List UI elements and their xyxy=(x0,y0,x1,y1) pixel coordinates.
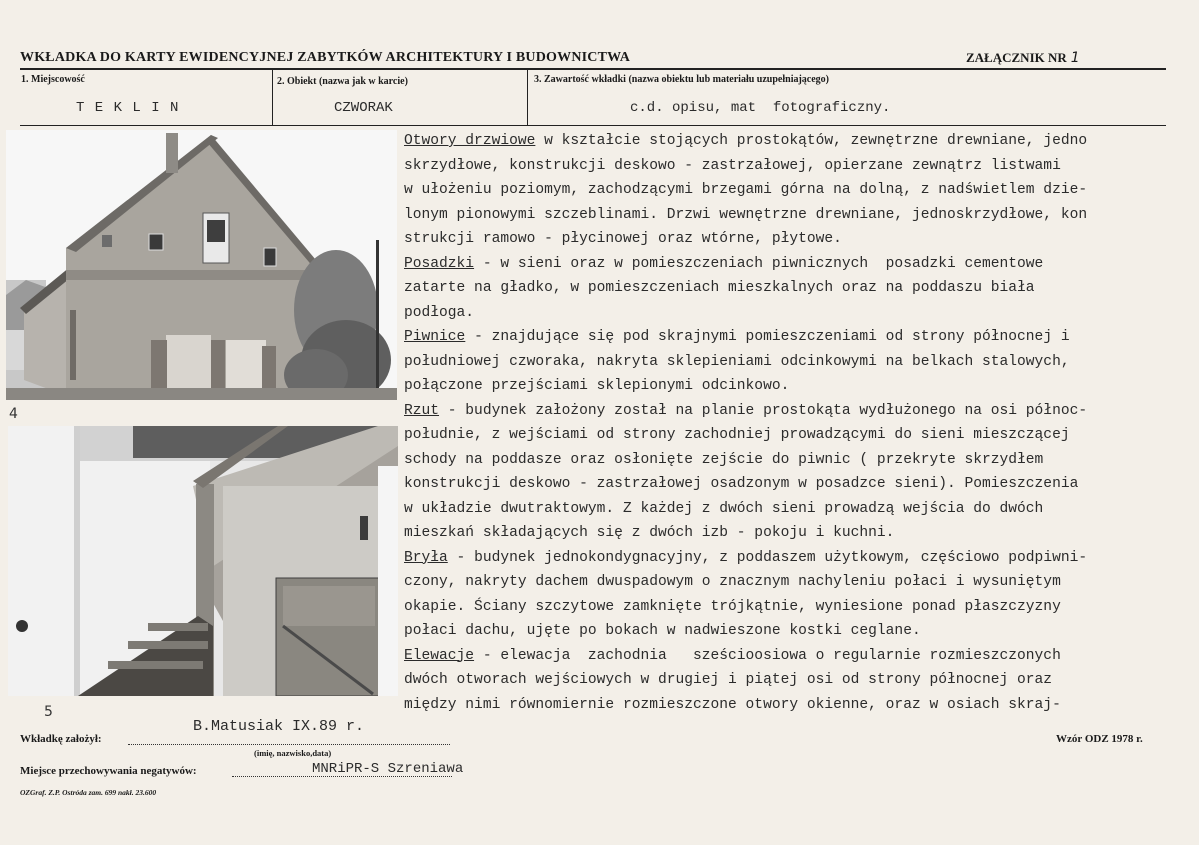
text-line: zatarte na gładko, w pomieszczeniach mieszkalnych oraz na poddaszu biała xyxy=(404,280,1035,296)
keyword-elevations: Elewacje xyxy=(404,647,475,664)
printer-imprint: OZGraf. Z.P. Ostróda zam. 699 nakł. 23.600 xyxy=(20,788,157,797)
text-line: - w sieni oraz w pomieszczeniach piwnicznych posadzki cementowe xyxy=(474,255,1044,272)
field-divider xyxy=(527,69,528,125)
object-value: CZWORAK xyxy=(334,100,393,116)
text-line: konstrukcji deskowo - zastrzałowej osadzonym w posadzce sieni). Pomieszczenia xyxy=(404,476,1079,492)
annex-label-text: ZAŁĄCZNIK NR xyxy=(966,50,1067,65)
photo1-number: 4 xyxy=(9,406,18,422)
text-line: połaci dachu, ujęte po bokach w nadwieszone kostki ceglane. xyxy=(404,623,921,639)
text-line: południowej czworaka, nakryta sklepieniami odcinkowymi na belkach stalowych, xyxy=(404,353,1070,370)
prepared-by-value: B.Matusiak IX.89 r. xyxy=(193,718,365,735)
negatives-label: Miejsce przechowywania negatywów: xyxy=(20,765,197,777)
photo-interior-staircase xyxy=(8,426,398,696)
text-line: - budynek założony został na planie prostokąta wydłużonego na osi północ- xyxy=(439,402,1088,419)
text-line: między nimi równomiernie rozmieszczone otwory okienne, oraz w osiach skraj- xyxy=(404,696,1061,713)
text-line: - znajdujące się pod skrajnymi pomieszczeniami od strony północnej i xyxy=(465,329,1070,345)
paragraph-massing xyxy=(404,550,1182,648)
text-line: mieszkań składających się z dwóch izb - pokoju i kuchni. xyxy=(404,525,895,541)
fields-rule xyxy=(20,125,1166,126)
text-line: południe, z wejściami od strony zachodniej prowadzącymi do sieni mieszczącej xyxy=(404,427,1070,443)
keyword-cellars: Piwnice xyxy=(404,329,466,345)
field-divider xyxy=(272,69,273,125)
form-model: Wzór ODZ 1978 r. xyxy=(1056,733,1143,745)
object-label: 2. Obiekt (nazwa jak w karcie) xyxy=(277,76,408,87)
text-line: w kształcie stojących prostokątów, zewnętrzne drewniane, jedno xyxy=(535,133,1088,149)
text-line: strukcji ramowo - płycinowej oraz wtórne, płytowe. xyxy=(404,231,842,247)
header-rule xyxy=(20,68,1166,70)
prepared-by-hint: (imię, nazwisko,data) xyxy=(254,748,332,758)
text-line: w układzie dwutraktowym. Z każdej z dwóch sieni prowadzą wejścia do dwóch xyxy=(404,500,1044,517)
text-line: lonym pionowymi szczeblinami. Drzwi wewnętrzne drewniane, jednoskrzydłowe, kon xyxy=(404,206,1088,223)
text-line: połączone przejściami sklepionymi odcinkowo. xyxy=(404,378,790,394)
place-value: T E K L I N xyxy=(76,100,180,116)
keyword-floors: Posadzki xyxy=(404,255,475,272)
text-line: okapie. Ściany szczytowe zamknięte trójkątnie, wyniesione ponad płaszczyzny xyxy=(404,598,1061,615)
keyword-massing: Bryła xyxy=(404,549,448,566)
photo2-number: 5 xyxy=(44,704,53,720)
content-label: 3. Zawartość wkładki (nazwa obiektu lub materiału uzupełniającego) xyxy=(534,74,830,85)
paragraph-doors xyxy=(404,133,1182,256)
text-line: skrzydłowe, konstrukcji deskowo - zastrzałowej, opierzane zewnątrz listwami xyxy=(404,157,1061,174)
paragraph-plan xyxy=(404,403,1182,550)
text-line: czony, nakryty dachem dwuspadowym o znacznym nachyleniu połaci i wysuniętym xyxy=(404,574,1061,590)
content-value: c.d. opisu, mat fotograficzny. xyxy=(630,100,891,116)
text-line: podłoga. xyxy=(404,304,475,321)
negatives-value: MNRiPR-S Szreniawa xyxy=(312,761,464,777)
keyword-plan: Rzut xyxy=(404,402,440,419)
form-title: WKŁADKA DO KARTY EWIDENCYJNEJ ZABYTKÓW ARCHITEKTURY I BUDOWNICTWA xyxy=(20,50,631,65)
prepared-by-dotline xyxy=(128,744,450,745)
annex-number: 1 xyxy=(1070,50,1080,66)
photo-building-exterior xyxy=(6,130,397,400)
prepared-by-label: Wkładkę założył: xyxy=(20,733,102,745)
text-line: schody na poddasze oraz osłonięte zejście do piwnic ( przekryte skrzydłem xyxy=(404,451,1044,468)
text-line: - budynek jednokondygnacyjny, z poddaszem użytkowym, częściowo podpiwni- xyxy=(447,549,1088,566)
paragraph-floors xyxy=(404,256,1182,330)
paragraph-cellars xyxy=(404,329,1182,403)
text-line: - elewacja zachodnia sześcioosiowa o regularnie rozmieszczonych xyxy=(474,647,1061,664)
paragraph-elevations xyxy=(404,648,1182,722)
keyword-doors: Otwory drzwiowe xyxy=(404,133,536,149)
place-label: 1. Miejscowość xyxy=(21,74,85,85)
description-text xyxy=(404,133,1182,721)
annex-label xyxy=(966,50,1080,66)
text-line: w ułożeniu poziomym, zachodzącymi brzegami górna na dolną, z nadświetlem dzie- xyxy=(404,182,1088,198)
text-line: dwóch otworach wejściowych w drugiej i piątej osi od strony północnej oraz xyxy=(404,672,1053,688)
